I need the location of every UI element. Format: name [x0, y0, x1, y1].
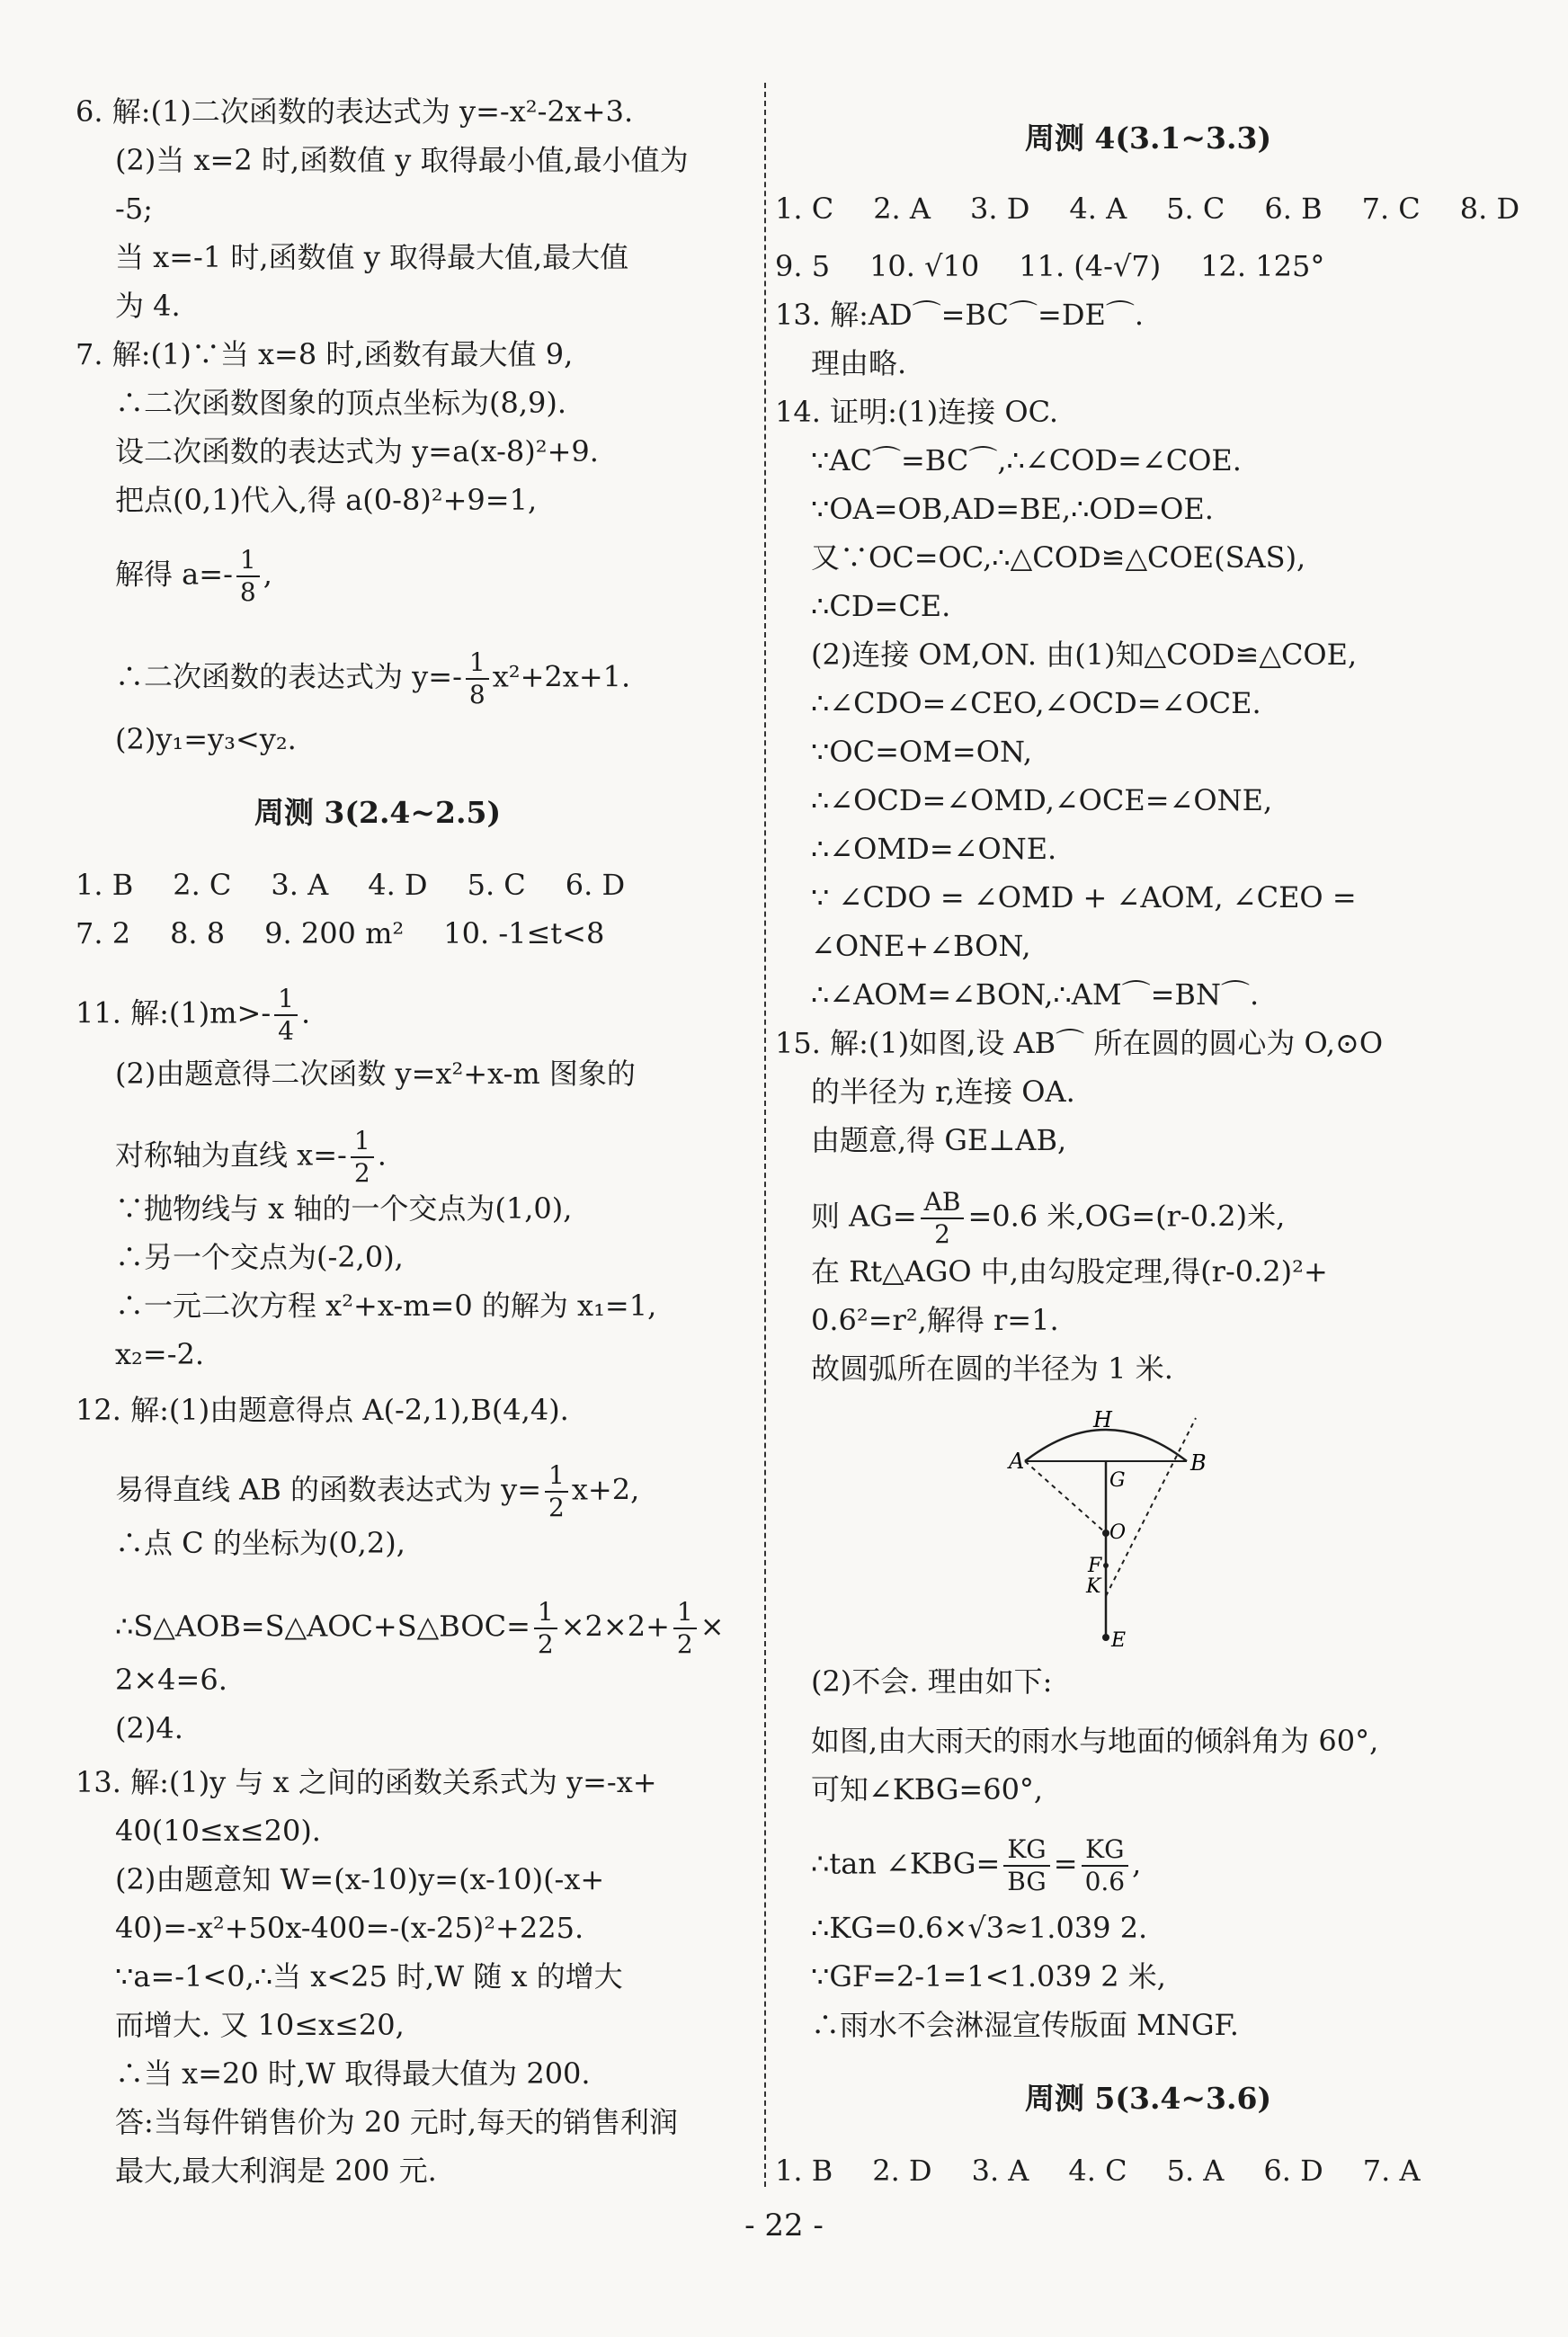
q14-line4: 又∵OC=OC,∴△COD≌△COE(SAS), — [811, 540, 1306, 575]
q15-line2: 的半径为 r,连接 OA. — [811, 1075, 1075, 1109]
answer-item: 10. -1≤t<8 — [443, 916, 605, 950]
q12-line5: 2×4=6. — [115, 1663, 227, 1697]
label-K: K — [1086, 1575, 1101, 1598]
point-O — [1102, 1530, 1109, 1537]
q15-line9: 如图,由大雨天的雨水与地面的倾斜角为 60°, — [811, 1724, 1379, 1758]
fraction: $\frac{1}{2}$ — [351, 1126, 374, 1189]
fraction: $\frac{AB}{2}$ — [921, 1187, 965, 1250]
answer-item: 8. D — [1459, 192, 1520, 226]
q14-line1: 14. 证明:(1)连接 OC. — [775, 395, 1059, 429]
q13-line7: ∴当 x=20 时,W 取得最大值为 200. — [115, 2056, 591, 2091]
q6-line5: 为 4. — [115, 289, 181, 323]
q15-line12: ∴KG=0.6×√3≈1.039 2. — [811, 1911, 1148, 1945]
section-heading-5: 周测 5(3.4~3.6) — [1024, 2081, 1272, 2116]
answer-item: 1. C — [775, 192, 834, 226]
answer-item: 10. √10 — [869, 249, 980, 283]
q14-line6: (2)连接 OM,ON. 由(1)知△COD≌△COE, — [811, 638, 1358, 672]
answer-item: 1. B — [76, 868, 134, 902]
answer-item: 8. 8 — [170, 916, 226, 950]
q7-line2: ∴二次函数图象的顶点坐标为(8,9). — [115, 386, 567, 420]
q15-line13: ∵GF=2-1=1<1.039 2 米, — [811, 1959, 1166, 1994]
q14-line3: ∵OA=OB,AD=BE,∴OD=OE. — [811, 492, 1214, 526]
point-E — [1102, 1634, 1109, 1641]
q7-line5: 解得 a=- $\frac{1}{8}$ , — [115, 545, 272, 607]
q6-line4: 当 x=-1 时,函数值 y 取得最大值,最大值 — [115, 240, 629, 274]
q7-line7: (2)y₁=y₃<y₂. — [115, 722, 297, 756]
section-heading-4: 周测 4(3.1~3.3) — [1024, 120, 1272, 156]
q12-line6: (2)4. — [115, 1711, 183, 1745]
answer-item: 12. 125° — [1200, 249, 1325, 283]
answer-item: 7. C — [1361, 192, 1421, 226]
q11-line3: 对称轴为直线 x=- $\frac{1}{2}$ . — [115, 1126, 387, 1188]
label-B: B — [1190, 1450, 1207, 1476]
fraction: $\frac{1}{2}$ — [534, 1597, 557, 1660]
answer-item: 6. D — [1263, 2154, 1323, 2188]
q7-line3: 设二次函数的表达式为 y=a(x-8)²+9. — [115, 434, 599, 468]
answer-item: 9. 200 m² — [264, 916, 405, 950]
q11-line5: ∴另一个交点为(-2,0), — [115, 1240, 404, 1274]
q12-line4: ∴S△AOB=S△AOC+S△BOC= $\frac{1}{2}$ ×2×2+ $\frac{1}{2}$ × — [115, 1597, 725, 1659]
answer-item: 3. A — [971, 2154, 1029, 2188]
q14-line7: ∴∠CDO=∠CEO,∠OCD=∠OCE. — [811, 686, 1261, 720]
q7-line1: 7. 解:(1)∵当 x=8 时,函数有最大值 9, — [76, 337, 574, 371]
fraction: $\frac{KG}{BG}$ — [1003, 1834, 1049, 1897]
answer-item: 4. C — [1068, 2154, 1127, 2188]
q13-line4: 40)=-x²+50x-400=-(x-25)²+225. — [115, 1911, 584, 1945]
q12-line3: ∴点 C 的坐标为(0,2), — [115, 1526, 405, 1560]
answer-item: 4. A — [1069, 192, 1127, 226]
q15-line14: ∴雨水不会淋湿宣传版面 MNGF. — [811, 2008, 1239, 2042]
answer-item: 6. D — [565, 868, 626, 902]
page-number: - 22 - — [744, 2208, 824, 2243]
answer-item: 5. C — [1166, 192, 1225, 226]
q11-line4: ∵抛物线与 x 轴的一个交点为(1,0), — [115, 1191, 573, 1226]
fraction: $\frac{1}{2}$ — [673, 1597, 697, 1660]
answer-item: 6. B — [1264, 192, 1323, 226]
answer-item: 2. C — [173, 868, 232, 902]
answers3-row2 — [76, 915, 644, 951]
answer-item: 3. A — [271, 868, 329, 902]
q13-line9: 最大,最大利润是 200 元. — [115, 2154, 437, 2188]
q14-line8: ∵OC=OM=ON, — [811, 735, 1033, 769]
q6-line2: (2)当 x=2 时,函数值 y 取得最小值,最小值为 — [115, 143, 689, 177]
q7-line4: 把点(0,1)代入,得 a(0-8)²+9=1, — [115, 483, 538, 517]
q13-line5: ∵a=-1<0,∴当 x<25 时,W 随 x 的增大 — [115, 1959, 623, 1994]
arc-AB — [1025, 1430, 1187, 1461]
answer-item: 3. D — [970, 192, 1030, 226]
geometry-diagram — [1009, 1407, 1223, 1659]
answers4-row1 — [775, 191, 1559, 227]
answer-item: 7. A — [1362, 2154, 1421, 2188]
q13r-line2: 理由略. — [811, 346, 907, 380]
label-A: A — [1009, 1449, 1025, 1474]
q15-line6: 0.6²=r²,解得 r=1. — [811, 1303, 1059, 1337]
label-F: F — [1088, 1555, 1102, 1577]
point-F — [1103, 1563, 1109, 1568]
label-E: E — [1111, 1629, 1127, 1652]
answer-item: 1. B — [775, 2154, 833, 2188]
fraction: $\frac{1}{8}$ — [236, 545, 260, 608]
section-heading-3: 周测 3(2.4~2.5) — [254, 795, 502, 830]
q15-line3: 由题意,得 GE⊥AB, — [811, 1123, 1067, 1157]
q11-line6: ∴一元二次方程 x²+x-m=0 的解为 x₁=1, — [115, 1289, 657, 1323]
q14-line9: ∴∠OCD=∠OMD,∠OCE=∠ONE, — [811, 783, 1273, 817]
fraction: $\frac{1}{4}$ — [274, 984, 298, 1047]
answers3-row1 — [76, 867, 664, 903]
label-G: G — [1109, 1469, 1126, 1492]
q15-line10: 可知∠KBG=60°, — [811, 1772, 1044, 1806]
q13-line1: 13. 解:(1)y 与 x 之间的函数关系式为 y=-x+ — [76, 1765, 657, 1799]
q12-line2: 易得直线 AB 的函数表达式为 y= $\frac{1}{2}$ x+2, — [115, 1460, 640, 1522]
q14-line10: ∴∠OMD=∠ONE. — [811, 832, 1057, 866]
q15-line8: (2)不会. 理由如下: — [811, 1664, 1053, 1699]
q14-line2: ∵AC⌒=BC⌒,∴∠COD=∠COE. — [811, 443, 1242, 477]
answers4-row2 — [775, 248, 1364, 284]
q11-line1: 11. 解:(1)m>- $\frac{1}{4}$ . — [76, 984, 311, 1046]
q11-line2: (2)由题意得二次函数 y=x²+x-m 图象的 — [115, 1057, 636, 1091]
q14-line11: ∵ ∠CDO = ∠OMD + ∠AOM, ∠CEO = — [811, 880, 1357, 914]
answers5-row1 — [775, 2153, 1460, 2189]
answer-item: 5. C — [467, 868, 526, 902]
rain-line — [1106, 1418, 1196, 1596]
answer-item: 2. A — [873, 192, 931, 226]
answer-item: 2. D — [872, 2154, 932, 2188]
q13r-line1: 13. 解:AD⌒=BC⌒=DE⌒. — [775, 298, 1145, 332]
q15-line5: 在 Rt△AGO 中,由勾股定理,得(r-0.2)²+ — [811, 1254, 1328, 1289]
fraction: $\frac{1}{2}$ — [545, 1460, 568, 1523]
q14-line5: ∴CD=CE. — [811, 589, 951, 623]
q13-line8: 答:当每件销售价为 20 元时,每天的销售利润 — [115, 2105, 679, 2139]
fraction: $\frac{KG}{0.6}$ — [1082, 1834, 1129, 1897]
answer-item: 11. (4-√7) — [1019, 249, 1162, 283]
q12-line1: 12. 解:(1)由题意得点 A(-2,1),B(4,4). — [76, 1393, 569, 1427]
q15-line11: ∴tan ∠KBG= $\frac{KG}{BG}$ = $\frac{KG}{0.6}$ , — [811, 1834, 1142, 1896]
q11-line7: x₂=-2. — [115, 1337, 205, 1371]
segment-AO — [1025, 1461, 1106, 1533]
answer-item: 5. A — [1166, 2154, 1225, 2188]
q13-line6: 而增大. 又 10≤x≤20, — [115, 2008, 405, 2042]
answer-item: 9. 5 — [775, 249, 831, 283]
q15-line7: 故圆弧所在圆的半径为 1 米. — [811, 1351, 1173, 1386]
q14-line13: ∴∠AOM=∠BON,∴AM⌒=BN⌒. — [811, 977, 1260, 1012]
fraction: $\frac{1}{8}$ — [466, 647, 489, 710]
q6-line1: 6. 解:(1)二次函数的表达式为 y=-x²-2x+3. — [76, 94, 634, 129]
q13-line3: (2)由题意知 W=(x-10)y=(x-10)(-x+ — [115, 1862, 605, 1896]
q15-line1: 15. 解:(1)如图,设 AB⌒ 所在圆的圆心为 O,⊙O — [775, 1026, 1384, 1060]
q13-line2: 40(10≤x≤20). — [115, 1814, 321, 1848]
label-H: H — [1093, 1407, 1112, 1432]
column-divider — [764, 83, 766, 2187]
q6-line3: -5; — [115, 192, 153, 226]
answer-item: 4. D — [368, 868, 428, 902]
q15-line4: 则 AG= $\frac{AB}{2}$ =0.6 米,OG=(r-0.2)米, — [811, 1187, 1286, 1249]
q7-line6: ∴二次函数的表达式为 y=- $\frac{1}{8}$ x²+2x+1. — [115, 647, 631, 709]
answer-item: 7. 2 — [76, 916, 131, 950]
label-O: O — [1109, 1521, 1127, 1544]
q14-line12: ∠ONE+∠BON, — [811, 929, 1031, 963]
